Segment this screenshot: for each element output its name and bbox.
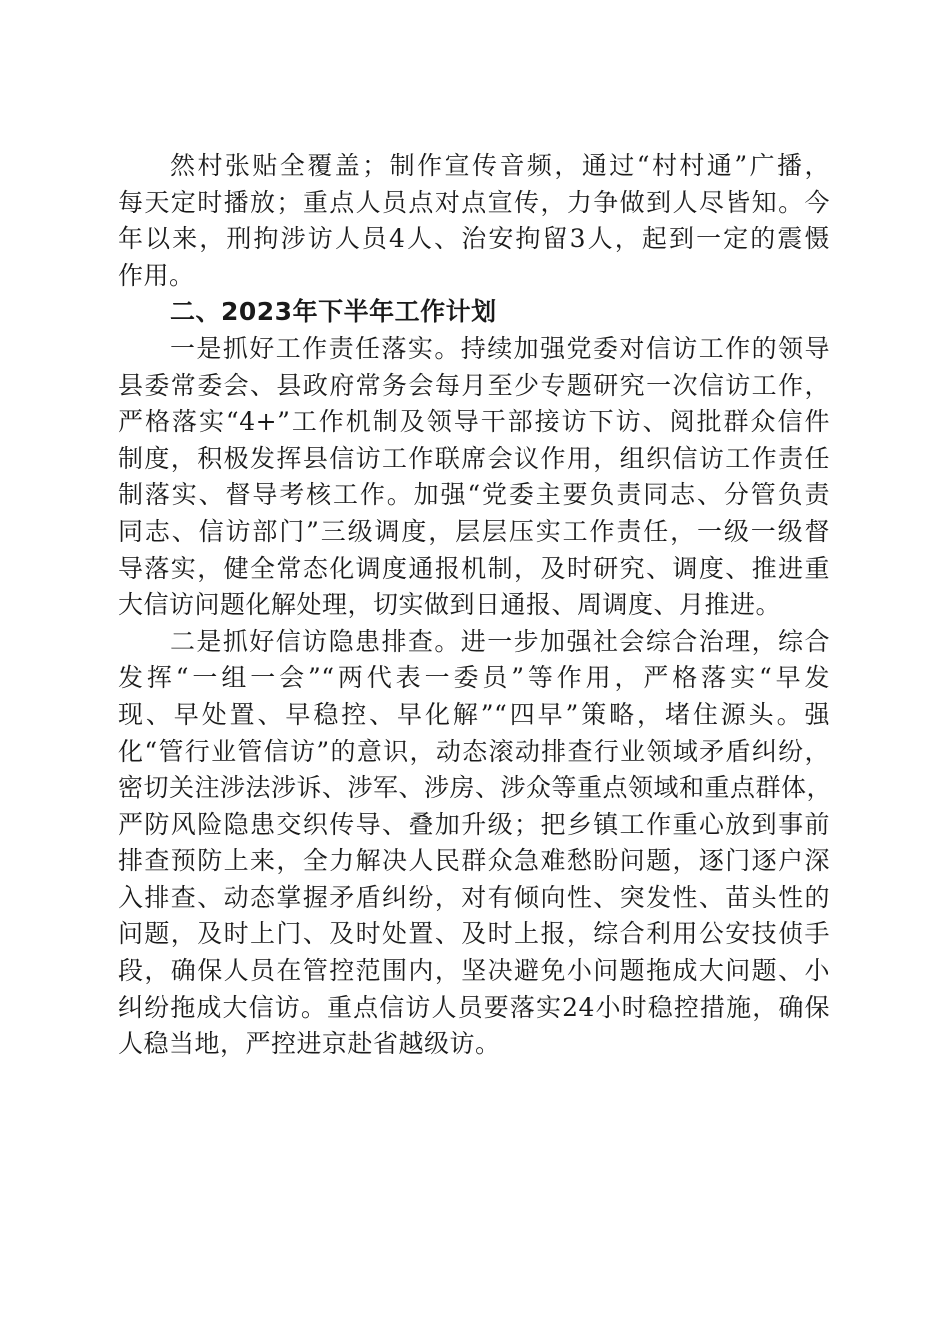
text-line: 排查预防上来，全力解决人民群众急难愁盼问题，逐门逐户深 bbox=[118, 846, 830, 876]
text-line: 制落实、督导考核工作。加强“党委主要负责同志、分管负责 bbox=[118, 480, 830, 510]
text-line: 导落实，健全常态化调度通报机制，及时研究、调度、推进重 bbox=[118, 553, 830, 583]
paragraph-responsibility bbox=[118, 331, 830, 624]
text-line: 同志、信访部门”三级调度，层层压实工作责任，一级一级督 bbox=[118, 516, 830, 546]
text-line: 纠纷拖成大信访。重点信访人员要落实24小时稳控措施，确保 bbox=[118, 992, 830, 1022]
text-line: 大信访问题化解处理，切实做到日通报、周调度、月推进。 bbox=[118, 590, 782, 620]
text-line: 一是抓好工作责任落实。持续加强党委对信访工作的领导 bbox=[170, 333, 830, 363]
section-heading: 二、2023年下半年工作计划 bbox=[170, 297, 497, 327]
text-line: 发挥“一组一会”“两代表一委员”等作用，严格落实“早发 bbox=[118, 663, 830, 693]
text-line: 入排查、动态掌握矛盾纠纷，对有倾向性、突发性、苗头性的 bbox=[118, 882, 830, 912]
text-line: 制度，积极发挥县信访工作联席会议作用，组织信访工作责任 bbox=[118, 443, 830, 473]
text-line: 化“管行业管信访”的意识，动态滚动排查行业领域矛盾纠纷， bbox=[118, 736, 830, 766]
text-line: 作用。 bbox=[118, 260, 195, 290]
text-line: 人稳当地，严控进京赴省越级访。 bbox=[118, 1029, 501, 1059]
text-line: 现、早处置、早稳控、早化解”“四早”策略，堵住源头。强 bbox=[118, 699, 830, 729]
document-body bbox=[118, 148, 833, 1063]
text-line: 县委常委会、县政府常务会每月至少专题研究一次信访工作， bbox=[118, 370, 830, 400]
text-line: 段，确保人员在管控范围内，坚决避免小问题拖成大问题、小 bbox=[118, 956, 830, 986]
text-line: 年以来，刑拘涉访人员4人、治安拘留3人，起到一定的震慑 bbox=[118, 224, 830, 254]
paragraph-risk-screening bbox=[118, 624, 833, 1063]
text-line: 问题，及时上门、及时处置、及时上报，综合利用公安技侦手 bbox=[118, 919, 830, 949]
paragraph-publicity bbox=[118, 148, 830, 294]
text-line: 每天定时播放；重点人员点对点宣传，力争做到人尽皆知。今 bbox=[118, 187, 830, 217]
text-line: 二是抓好信访隐患排查。进一步加强社会综合治理，综合 bbox=[170, 626, 830, 656]
text-line: 密切关注涉法涉诉、涉军、涉房、涉众等重点领域和重点群体， bbox=[118, 773, 833, 803]
text-line: 严防风险隐患交织传导、叠加升级；把乡镇工作重心放到事前 bbox=[118, 809, 830, 839]
text-line: 然村张贴全覆盖；制作宣传音频，通过“村村通”广播， bbox=[170, 151, 830, 180]
text-line: 严格落实“4+”工作机制及领导干部接访下访、阅批群众信件 bbox=[118, 407, 830, 437]
